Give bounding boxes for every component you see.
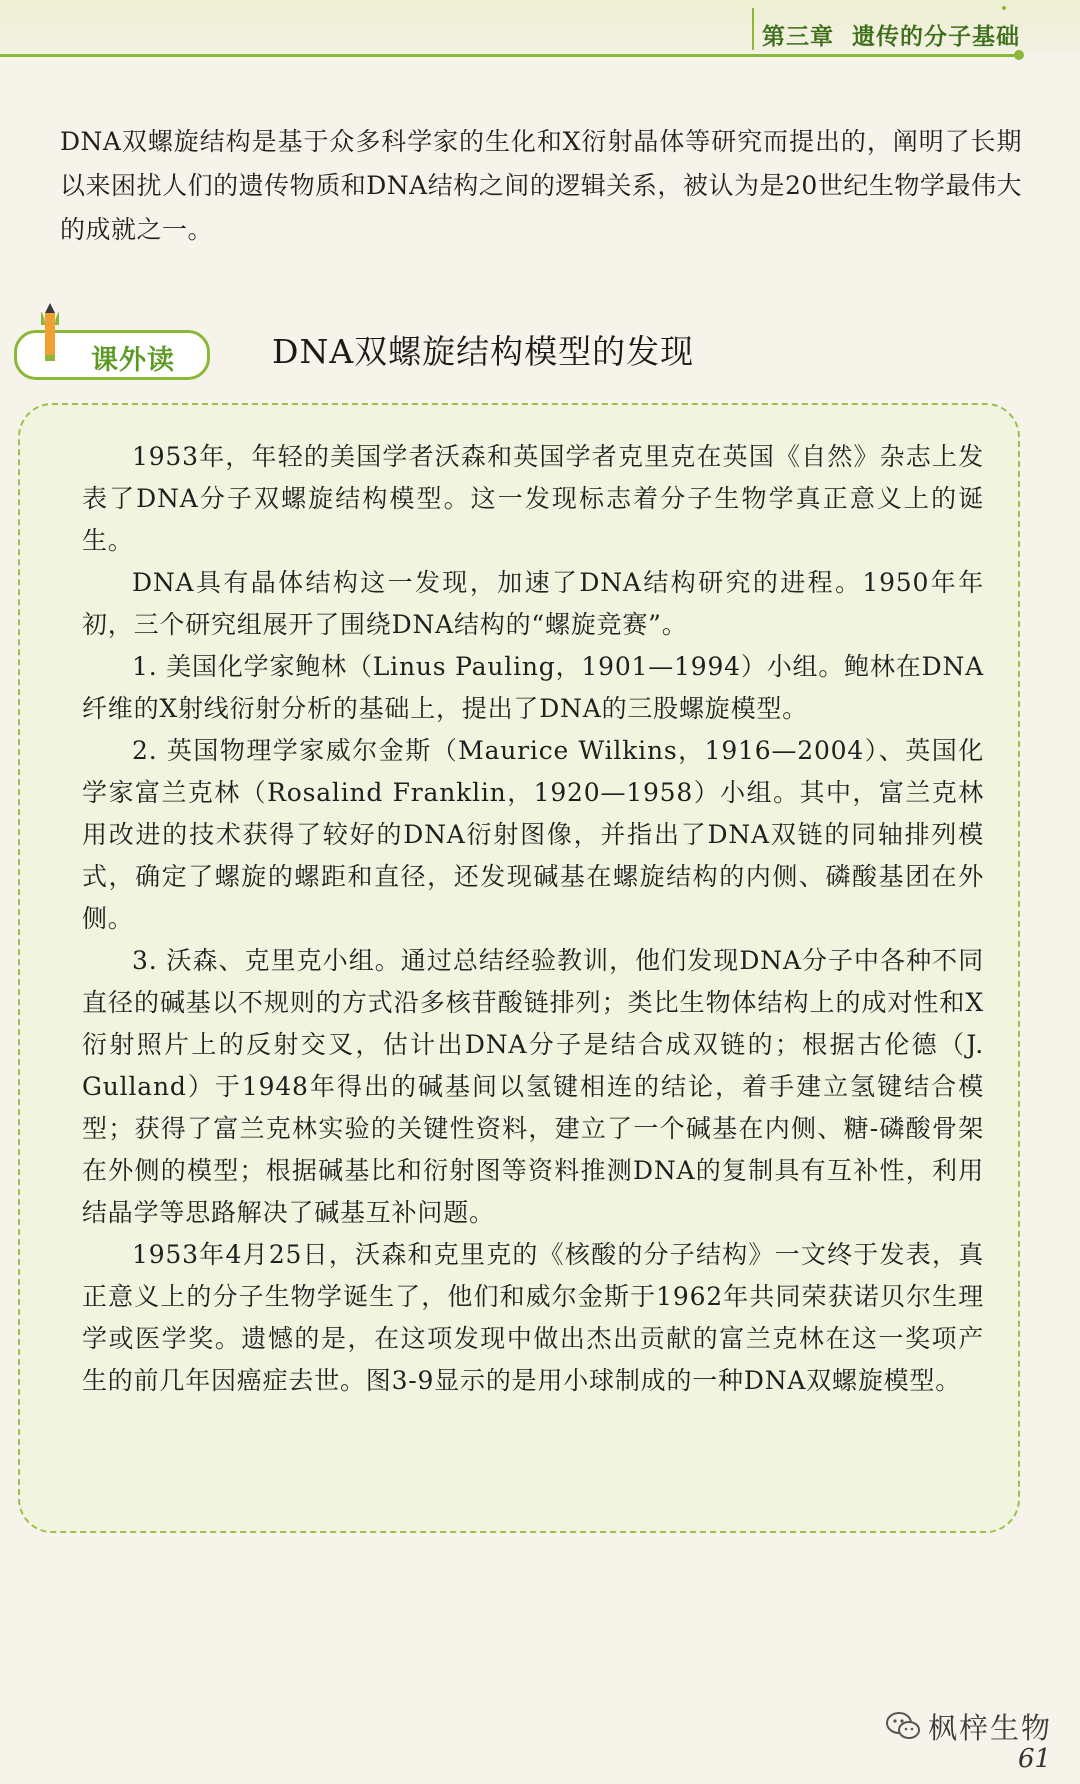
wechat-icon <box>886 1711 920 1741</box>
header-divider <box>752 8 754 50</box>
chapter-heading <box>762 18 1020 51</box>
page-number: 61 <box>1018 1744 1052 1774</box>
watermark-text: 枫梓生物 <box>928 1710 1053 1745</box>
reading-paragraph: 3. 沃森、克里克小组。通过总结经验教训，他们发现DNA分子中各种不同直径的碱基以不规则的方式沿多核苷酸链排列；类比生物体结构上的成对性和X衍射照片上的反射交叉，估计出DNA分子是结合成双链的；根据古伦德（J. Gulland）于1948年得出的碱基间以氢键相连的结论，着手建立氢键结合模型；获得了富兰克林实验的关键性资料，建立了一个碱基在内侧、糖-磷酸骨架在外侧的模型；根据碱基比和衍射图等资料推测DNA的复制具有互补性，利用结晶学等思路解决了碱基互补问题。 <box>82 946 984 1227</box>
header-dot <box>1002 6 1006 10</box>
chapter-number: 第三章 <box>762 24 834 50</box>
chapter-header <box>0 0 1080 62</box>
reading-paragraph: 1953年，年轻的美国学者沃森和英国学者克里克在英国《自然》杂志上发表了DNA分子双螺旋结构模型。这一发现标志着分子生物学真正意义上的诞生。 <box>82 442 984 555</box>
pencil-icon <box>41 303 59 367</box>
header-rule <box>0 54 1020 57</box>
reading-paragraph: 1. 美国化学家鲍林（Linus Pauling，1901—1994）小组。鲍林在DNA纤维的X射线衍射分析的基础上，提出了DNA的三股螺旋模型。 <box>82 652 984 723</box>
reading-section-header <box>14 302 1014 382</box>
reading-paragraph: DNA具有晶体结构这一发现，加速了DNA结构研究的进程。1950年年初，三个研究组展开了围绕DNA结构的“螺旋竞赛”。 <box>82 568 984 639</box>
reading-paragraph: 1953年4月25日，沃森和克里克的《核酸的分子结构》一文终于发表，真正意义上的分子生物学诞生了，他们和威尔金斯于1962年共同荣获诺贝尔生理学或医学奖。遗憾的是，在这项发现中做出杰出贡献的富兰克林在这一奖项产生的前几年因癌症去世。图3-9显示的是用小球制成的一种DNA双螺旋模型。 <box>82 1240 984 1395</box>
header-rule-dot <box>1014 50 1024 60</box>
reading-content <box>82 436 984 1402</box>
intro-paragraph: DNA双螺旋结构是基于众多科学家的生化和X衍射晶体等研究而提出的，阐明了长期以来困扰人们的遗传物质和DNA结构之间的逻辑关系，被认为是20世纪生物学最伟大的成就之一。 <box>60 127 1022 244</box>
reading-badge-label: 课外读 <box>91 345 175 376</box>
reading-title: DNA双螺旋结构模型的发现 <box>272 332 695 371</box>
watermark <box>886 1706 1052 1746</box>
reading-paragraph: 2. 英国物理学家威尔金斯（Maurice Wilkins，1916—2004）、英国化学家富兰克林（Rosalind Franklin，1920—1958）小组。其中，富兰克林用改进的技术获得了较好的DNA衍射图像，并指出了DNA双链的同轴排列模式，确定了螺旋的螺距和直径，还发现碱基在螺旋结构的内侧、磷酸基团在外侧。 <box>82 736 984 933</box>
reading-badge <box>14 330 210 380</box>
chapter-title: 遗传的分子基础 <box>852 24 1020 50</box>
